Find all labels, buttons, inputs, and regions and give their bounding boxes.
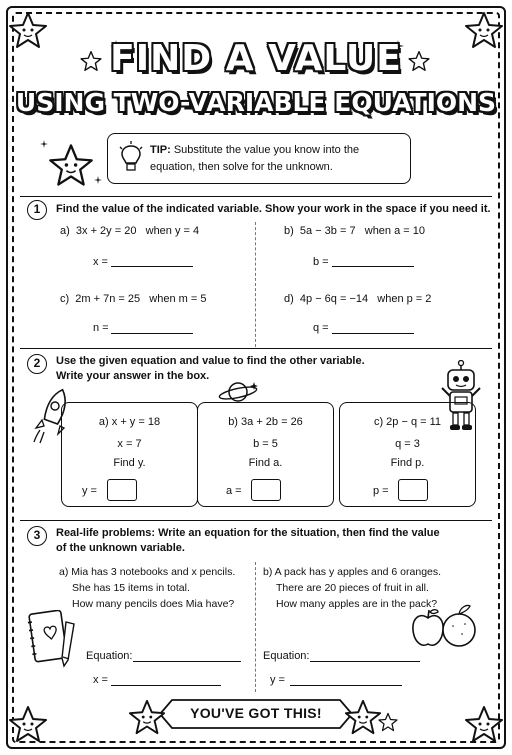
tip-label: TIP: <box>150 144 171 156</box>
problem-letter: a) <box>60 225 70 237</box>
word-problem-b <box>263 564 441 612</box>
tip-text <box>150 142 405 176</box>
problem-line: a) Mia has 3 notebooks and x pencils. <box>59 566 236 578</box>
section-divider <box>20 520 492 521</box>
star-icon <box>378 712 398 732</box>
answer-label: x = <box>93 256 108 268</box>
answer-box[interactable] <box>398 479 428 501</box>
lightbulb-icon <box>118 141 144 175</box>
problem-equation: 3x + 2y = 20 <box>75 225 137 237</box>
practice-card <box>61 402 198 507</box>
answer-line[interactable] <box>111 333 193 334</box>
card-answer-label: y = <box>82 485 97 497</box>
problem-line: How many pencils does Mia have? <box>72 598 235 610</box>
answer-line[interactable] <box>332 266 414 267</box>
problem-line: She has 15 items in total. <box>72 582 190 594</box>
equation-line[interactable] <box>310 661 420 662</box>
problem-condition: when y = 4 <box>145 225 200 237</box>
page-title: FIND A VALUE <box>110 38 402 79</box>
answer-label: y = <box>270 674 285 686</box>
answer-box[interactable] <box>107 479 137 501</box>
pencil-icon <box>58 620 80 668</box>
answer-label: x = <box>93 674 108 686</box>
card-equation: c) 2p − q = 11 <box>373 416 442 428</box>
sparkle-icon <box>40 140 48 148</box>
problem-letter: b) <box>284 225 294 237</box>
problem-condition: when m = 5 <box>149 293 207 305</box>
section-number: 2 <box>27 354 47 374</box>
equation-label: Equation: <box>86 650 133 662</box>
problem-equation: 5a − 3b = 7 <box>299 225 356 237</box>
instruction-line: Use the given equation and value to find the other variable. <box>56 355 365 367</box>
encouragement-banner: YOU'VE GOT THIS! <box>190 705 322 721</box>
problem-equation: 2m + 7n = 25 <box>75 293 141 305</box>
card-equation: a) x + y = 18 <box>98 416 161 428</box>
column-divider <box>255 222 256 347</box>
practice-card <box>339 402 476 507</box>
answer-line[interactable] <box>290 685 402 686</box>
page-subtitle: USING TWO-VARIABLE EQUATIONS <box>15 88 497 117</box>
tip-body: Substitute the value you know into the equation, then solve for the unknown. <box>150 144 360 173</box>
star-icon <box>48 142 94 188</box>
problem-1c <box>60 293 206 305</box>
section-number: 3 <box>27 526 47 546</box>
star-icon <box>128 698 166 736</box>
card-find: Find y. <box>113 457 146 469</box>
sparkle-icon <box>94 176 102 184</box>
card-find: Find a. <box>248 457 283 469</box>
answer-line[interactable] <box>111 685 221 686</box>
word-problem-a <box>59 564 235 612</box>
card-answer-label: a = <box>226 485 242 497</box>
problem-condition: when a = 10 <box>364 225 425 237</box>
problem-1d <box>284 293 431 305</box>
problem-condition: when p = 2 <box>377 293 432 305</box>
tip-box <box>107 133 411 184</box>
problem-equation: 4p − 6q = −14 <box>299 293 369 305</box>
star-icon <box>8 704 48 744</box>
card-given: q = 3 <box>395 438 420 450</box>
answer-label: b = <box>313 256 329 268</box>
section-instruction: Find the value of the indicated variable. Show your work in the space if you need it. <box>56 203 491 215</box>
problem-letter: c) <box>60 293 70 305</box>
equation-label: Equation: <box>263 650 310 662</box>
instruction-line: of the unknown variable. <box>56 542 185 554</box>
orange-icon <box>440 600 478 650</box>
problem-line: How many apples are in the pack? <box>276 598 438 610</box>
instruction-line: Write your answer in the box. <box>56 370 210 382</box>
section-divider <box>20 348 492 349</box>
star-icon <box>464 704 504 744</box>
section-number: 1 <box>27 200 47 220</box>
planet-icon <box>216 378 262 404</box>
problem-letter: d) <box>284 293 294 305</box>
answer-label: q = <box>313 322 329 334</box>
practice-card <box>197 402 334 507</box>
section-instruction <box>56 526 496 556</box>
answer-label: n = <box>93 322 109 334</box>
card-equation: b) 3a + 2b = 26 <box>228 416 303 428</box>
answer-line[interactable] <box>332 333 414 334</box>
card-answer-label: p = <box>373 485 389 497</box>
problem-1a <box>60 225 199 237</box>
answer-line[interactable] <box>111 266 193 267</box>
star-icon <box>344 698 382 736</box>
answer-box[interactable] <box>251 479 281 501</box>
card-given: b = 5 <box>253 438 278 450</box>
card-given: x = 7 <box>117 438 142 450</box>
problem-line: b) A pack has y apples and 6 oranges. <box>263 566 442 578</box>
section-divider <box>20 196 492 197</box>
card-find: Find p. <box>390 457 425 469</box>
equation-line[interactable] <box>133 661 241 662</box>
instruction-line: Real-life problems: Write an equation for the situation, then find the value <box>56 527 440 539</box>
problem-1b <box>284 225 425 237</box>
column-divider <box>255 562 256 692</box>
problem-line: There are 20 pieces of fruit in all. <box>276 582 429 594</box>
